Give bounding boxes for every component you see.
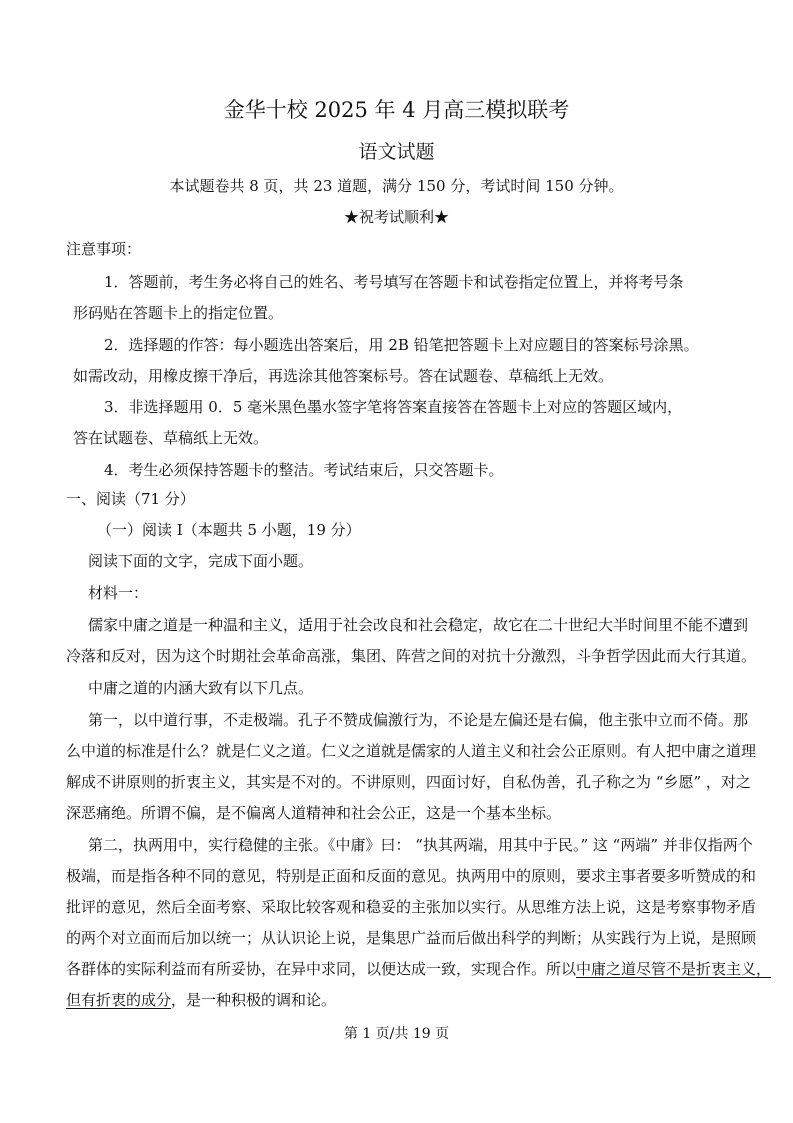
paragraph-4-line-5-text: 各群体的实际利益而有所妥协，在异中求同，以便达成一致，实现合作。所以 <box>66 960 577 978</box>
paragraph-4-line-5 <box>66 959 771 979</box>
notice-item-1-line-2: 形码贴在答题卡上的指定位置。 <box>73 304 284 322</box>
paragraph-4-line-2: 极端，而是指各种不同的意见，特别是正面和反面的意见。执两用中的原则，要求主事者要多听赞成的和 <box>66 867 757 885</box>
notice-item-2-line-2: 如需改动，用橡皮擦干净后，再选涂其他答案标号。答在试题卷、草稿纸上无效。 <box>73 367 614 385</box>
page-footer: 第 1 页/共 19 页 <box>343 1026 450 1042</box>
underlined-sentence-part-2: 但有折衷的成分 <box>66 991 172 1009</box>
notice-item-4: 4．考生必须保持答题卡的整洁。考试结束后，只交答题卡。 <box>104 461 504 479</box>
paragraph-3-line-2: 么中道的标准是什么？就是仁义之道。仁义之道就是儒家的人道主义和社会公正原则。有人把中庸之道理 <box>66 742 757 760</box>
paragraph-3-line-3: 解成不讲原则的折衷主义，其实是不对的。不讲原则，四面讨好，自私伪善，孔子称之为 “乡愿” ，对之 <box>66 773 751 791</box>
notice-item-3-line-1: 3．非选择题用 0．5 毫米黑色墨水签字笔将答案直接答在答题卡上对应的答题区域内， <box>104 398 683 416</box>
notice-item-3-line-2: 答在试题卷、草稿纸上无效。 <box>73 429 269 447</box>
paragraph-3-line-1: 第一，以中道行事，不走极端。孔子不赞成偏激行为，不论是左偏还是右偏，他主张中立而不倚。那 <box>88 711 749 729</box>
reading-instruction: 阅读下面的文字，完成下面小题。 <box>88 552 314 570</box>
paragraph-4-line-3: 批评的意见，然后全面考察、采取比较客观和稳妥的主张加以实行。从思维方法上说，这是考察事物矛盾 <box>66 898 757 916</box>
exam-info: 本试题卷共 8 页，共 23 道题，满分 150 分，考试时间 150 分钟。 <box>169 177 624 195</box>
paragraph-3-line-4: 深恶痛绝。所谓不偏，是不偏离人道精神和社会公正，这是一个基本坐标。 <box>66 804 562 822</box>
paragraph-4-line-1: 第二，执两用中，实行稳健的主张。《中庸》曰： “执其两端，用其中于民。” 这 “两端” 并非仅指两个 <box>88 836 753 854</box>
paragraph-4-line-6 <box>66 990 336 1010</box>
notice-item-1-line-1: 1．答题前，考生务必将自己的姓名、考号填写在答题卡和试卷指定位置上，并将考号条 <box>104 273 684 291</box>
paragraph-2: 中庸之道的内涵大致有以下几点。 <box>88 679 314 697</box>
paragraph-1-line-1: 儒家中庸之道是一种温和主义，适用于社会改良和社会稳定，故它在二十世纪大半时间里不能不遭到 <box>88 616 749 634</box>
notice-item-2-line-1: 2．选择题的作答：每小题选出答案后，用 2B 铅笔把答题卡上对应题目的答案标号涂黑。 <box>104 336 699 354</box>
section-heading: 一、阅读（71 分） <box>66 490 195 508</box>
paragraph-4-line-6-text: ，是一种积极的调和论。 <box>171 991 337 1009</box>
paragraph-1-line-2: 冷落和反对，因为这个时期社会革命高涨，集团、阵营之间的对抗十分激烈，斗争哲学因此而大行其道。 <box>66 647 757 665</box>
notice-heading: 注意事项： <box>66 240 142 258</box>
subsection-heading: （一）阅读 I（本题共 5 小题，19 分） <box>97 521 361 539</box>
underlined-sentence-part-1: 中庸之道尽管不是折衷主义， <box>576 960 772 978</box>
exam-title: 金华十校 2025 年 4 月高三模拟联考 <box>223 98 570 122</box>
subject-title: 语文试题 <box>358 141 435 163</box>
paragraph-4-line-4: 的两个对立面而后加以统一；从认识论上说，是集思广益而后做出科学的判断；从实践行为上说，是照顾 <box>66 929 757 947</box>
material-label: 材料一： <box>88 584 149 602</box>
good-luck-line: ★祝考试顺利★ <box>343 208 449 226</box>
